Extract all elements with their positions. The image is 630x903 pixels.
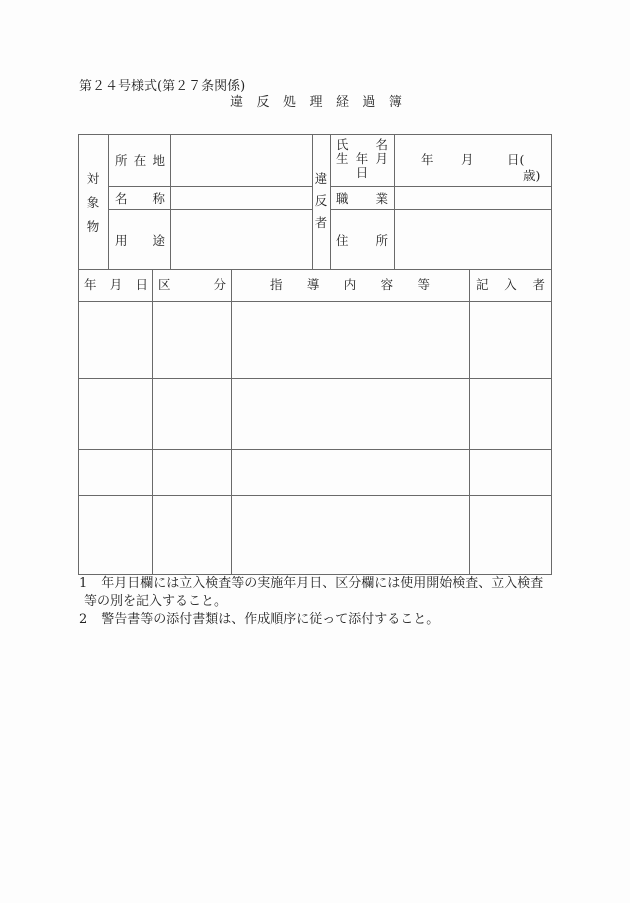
name-field[interactable]: [171, 187, 311, 209]
label-char: 生: [336, 151, 349, 166]
label-char: 地: [152, 153, 165, 168]
label-char: 対: [86, 171, 100, 186]
note-number: 2: [79, 612, 88, 627]
header-date: [84, 278, 148, 292]
note-2: [79, 613, 439, 627]
label-char: 用: [115, 233, 128, 248]
name-birthdate-label: [336, 138, 388, 180]
label-char: 象: [86, 195, 100, 210]
table-border-bottom: [78, 574, 552, 575]
row1-date-field[interactable]: [79, 302, 152, 378]
row3-category-field[interactable]: [153, 450, 231, 495]
row2-date-field[interactable]: [79, 379, 152, 449]
label-char: 称: [152, 191, 165, 206]
use-label: [115, 234, 165, 248]
label-char: 年: [355, 151, 369, 166]
row2-guidance-field[interactable]: [232, 379, 469, 449]
header-char: 等: [417, 277, 430, 292]
occupation-field[interactable]: [395, 187, 551, 209]
label-char: 日: [355, 165, 369, 180]
header-char: 入: [504, 277, 517, 292]
header-char: 者: [532, 277, 545, 292]
row3-guidance-field[interactable]: [232, 450, 469, 495]
birthdate-field[interactable]: [395, 135, 551, 186]
header-char: 年: [84, 277, 97, 292]
location-label: [115, 154, 165, 168]
label-char: 者: [314, 215, 328, 230]
label-char: 名: [115, 191, 128, 206]
use-field[interactable]: [171, 210, 311, 269]
age-suffix: 歳): [523, 168, 541, 183]
label-char: 住: [336, 233, 349, 248]
divider: [78, 269, 552, 270]
header-char: 記: [476, 277, 489, 292]
note-1: [79, 577, 543, 591]
title-char: 反: [256, 95, 270, 110]
row4-recorder-field[interactable]: [470, 496, 551, 574]
row1-recorder-field[interactable]: [470, 302, 551, 378]
divider: [330, 134, 331, 269]
title-char: 過: [362, 95, 376, 110]
header-char: 指: [270, 277, 283, 292]
label-char: 物: [86, 219, 100, 234]
violator-group-label: [312, 172, 330, 230]
label-char: 名: [375, 137, 388, 152]
row1-guidance-field[interactable]: [232, 302, 469, 378]
row4-guidance-field[interactable]: [232, 496, 469, 574]
address-label: [336, 234, 388, 248]
label-char: 職: [336, 191, 349, 206]
label-char: 月: [375, 151, 388, 166]
location-field[interactable]: [171, 135, 311, 186]
header-char: 分: [213, 277, 226, 292]
target-group-label: [82, 172, 104, 234]
header-guidance: [270, 278, 430, 292]
row3-recorder-field[interactable]: [470, 450, 551, 495]
note-text: 警告書等の添付書類は、作成順序に従って添付すること。: [101, 612, 440, 627]
title-char: 理: [309, 95, 323, 110]
note-text: 年月日欄には立入検査等の実施年月日、区分欄には使用開始検査、立入検査: [101, 576, 544, 591]
header-char: 導: [306, 277, 320, 292]
header-char: 内: [343, 277, 357, 292]
note-1-continued: 等の別を記入すること。: [84, 594, 228, 609]
document-title: [230, 96, 402, 110]
header-char: 月: [109, 277, 123, 292]
row1-category-field[interactable]: [153, 302, 231, 378]
day-suffix: 日(: [507, 152, 525, 167]
divider: [108, 134, 109, 269]
year-suffix: 年: [421, 152, 434, 167]
label-char: 違: [314, 171, 328, 186]
note-number: 1: [79, 576, 88, 591]
header-category: [158, 278, 226, 292]
label-char: 業: [375, 191, 388, 206]
title-char: 処: [282, 95, 296, 110]
row4-category-field[interactable]: [153, 496, 231, 574]
occupation-label: [336, 192, 388, 206]
label-char: 在: [133, 153, 147, 168]
title-char: 簿: [388, 95, 402, 110]
form-number: 第２４号様式(第２７条関係): [79, 79, 246, 94]
label-char: 氏: [336, 137, 349, 152]
table-border-right: [551, 134, 552, 575]
label-char: 所: [115, 153, 128, 168]
row4-date-field[interactable]: [79, 496, 152, 574]
label-char: 反: [314, 193, 328, 208]
header-char: 容: [380, 277, 394, 292]
name-label: [115, 192, 165, 206]
header-char: 区: [158, 277, 171, 292]
row3-date-field[interactable]: [79, 450, 152, 495]
label-char: 途: [152, 233, 165, 248]
header-recorder: [476, 278, 545, 292]
row2-category-field[interactable]: [153, 379, 231, 449]
month-suffix: 月: [461, 152, 474, 167]
title-char: 違: [230, 95, 244, 110]
row2-recorder-field[interactable]: [470, 379, 551, 449]
title-char: 経: [335, 95, 349, 110]
label-char: 所: [375, 233, 388, 248]
address-field[interactable]: [395, 210, 551, 269]
header-char: 日: [135, 277, 148, 292]
